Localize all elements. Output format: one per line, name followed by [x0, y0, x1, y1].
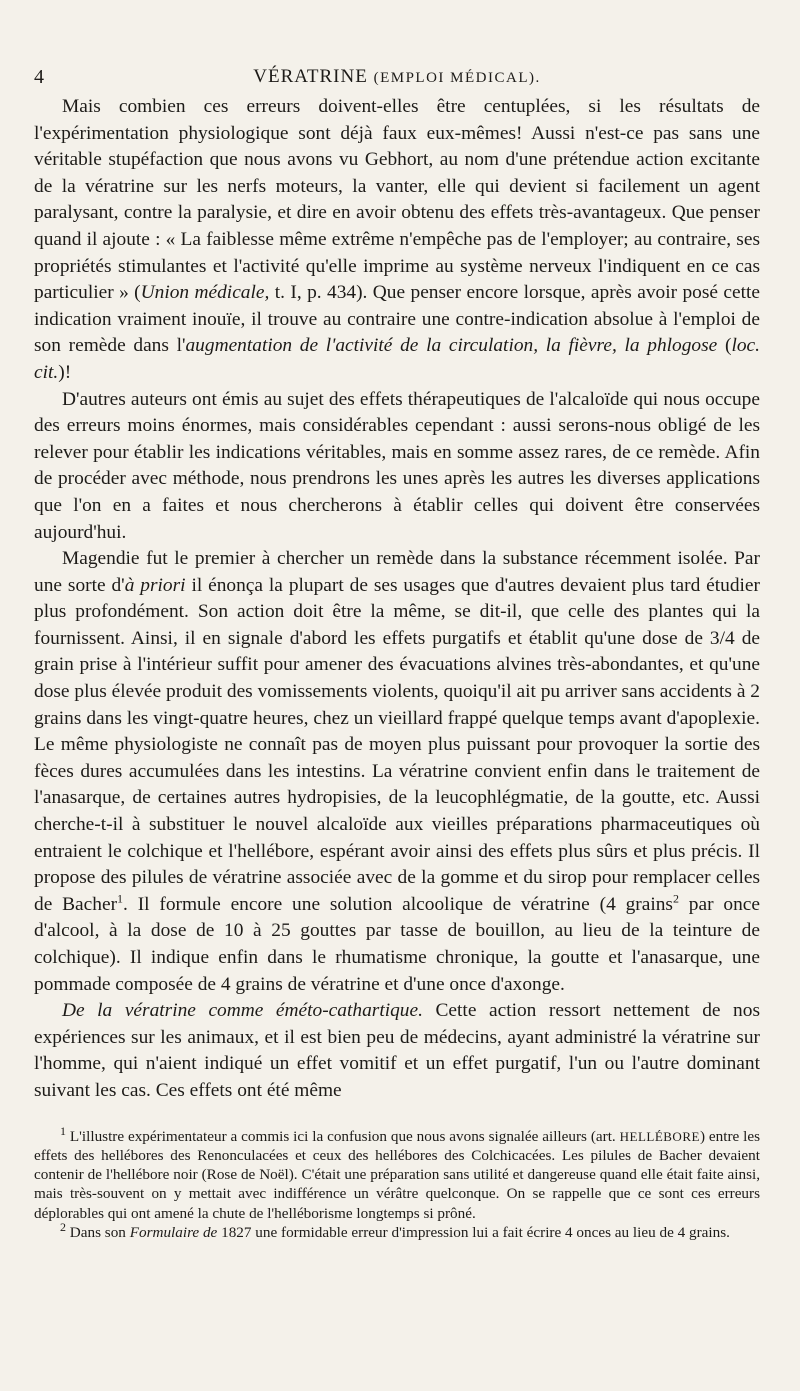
italic-phrase: à priori: [124, 574, 186, 596]
text-span: Cette action ressort nettement de nos expériences sur les animaux, et il est bien peu de médecins, ayant administré la vératrine sur l'homme, qui n'aient indiqué un effet vomitif et un effet purgatif, l'un ou l'autre dominant suivant les cas. Ces effets ont été même: [34, 1000, 760, 1101]
italic-citation: Union médicale,: [140, 282, 270, 304]
text-span: par once d'alcool, à la dose de 10 à 25 gouttes par tasse de bouillon, au lieu de la teinture de colchique). Il indique enfin dans le rhumatisme chronique, la goutte et l'anasarque, une pommade composée de 4 grains de vératrine et d'une once d'axonge.: [34, 893, 760, 995]
text-span: 1827 une formidable erreur d'impression lui a fait écrire 4 onces au lieu de 4 grains.: [217, 1224, 730, 1242]
text-span: Mais combien ces erreurs doivent-elles être centuplées, si les résultats de l'expérimentation physiologique sont déjà faux eux-mêmes! Aussi n'est-ce pas sans une véritable stupéfaction que nous avons vu Gebhort, au nom d'une prétendue action excitante de la vératrine sur les nerfs moteurs, la vanter, elle qui devient si facilement un agent paralysant, contre la paralysie, et dire en avoir obtenu des effets très-avantageux. Que penser quand il ajoute : « La faiblesse même extrême n'empêche pas de l'employer; au contraire, ses propriétés stimulantes et l'activité qu'elle imprime au système nerveux l'indiquent en ce cas particulier » (: [34, 96, 760, 304]
italic-citation: loc. cit.: [34, 335, 760, 383]
footnote-1: [34, 1123, 761, 1223]
paragraph-2: D'autres auteurs ont émis au sujet des effets thérapeutiques de l'alcaloïde qui nous occupe des erreurs moins énormes, mais considérables cependant : aussi serons-nous obligé de les relever pour établir les indications véritables, mais en somme assez rares, de ce remède. Afin de procéder avec méthode, nous prendrons les unes après les autres les diverses applications que l'on en a faites et nous chercherons à établir celles qui doivent être conservées aujourd'hui.: [34, 388, 760, 543]
footnote-2: [34, 1219, 760, 1242]
body-text: [34, 94, 760, 1105]
section-heading: De la vératrine comme éméto-cathartique.: [62, 1000, 423, 1022]
text-span: Magendie fut le premier à chercher un remède dans la substance récemment isolée. Par une sorte d': [34, 548, 760, 596]
text-span: Dans son: [66, 1224, 130, 1242]
paragraph-1: [34, 94, 760, 387]
italic-title: Formulaire de: [129, 1224, 218, 1242]
footnote-mark: 2: [60, 1219, 66, 1234]
footnote-ref-1: 1: [117, 891, 124, 906]
text-span: )!: [58, 361, 72, 383]
footnote-mark: 1: [60, 1123, 66, 1138]
text-span: il énonça la plupart de ses usages que d'autres devaient plus tard étudier plus profondément. Son action doit être la même, se dit-il, que celle des plantes qui la fournissent. Ainsi, il en signale d'abord les effets purgatifs et établit qu'une dose de 3/4 de grain prise à l'intérieur suffit pour amener des évacuations alvines très-abondantes, et qu'une dose plus élevée produit des vomissements violents, quoiqu'il ait pu arriver sans accidents à 2 grains dans les vingt-quatre heures, chez un vieillard frappé quelque temps avant d'apoplexie. Le même physiologiste ne connaît pas de moyen plus puissant pour provoquer la sortie des fèces dures accumulées dans les intestins. La vératrine convient enfin dans le traitement de l'anasarque, de certaines autres hydropisies, de la leucophlégmatie, de la goutte, etc. Aussi cherche-t-il à substituer le nouvel alcaloïde aux vieilles préparations pharmaceutiques où entraient le colchique et l'hellébore, espérant avoir ainsi des effets plus sûrs et plus précis. Il propose des pilules de vératrine associée avec de la gomme et du sirop pour remplacer celles de Bacher: [34, 574, 760, 915]
page-number: 4: [34, 66, 45, 88]
page-header: [34, 60, 760, 94]
text-span: t. I, p. 434). Que penser encore lorsque, après avoir posé cette indication vraiment inouïe, il trouve au contraire une contre-indication absolue à l'emploi de son remède dans l': [34, 282, 760, 357]
italic-phrase: augmentation de l'activité de la circulation, la fièvre, la phlogose: [185, 335, 718, 357]
footnotes: [34, 1123, 761, 1243]
running-title: [34, 66, 760, 88]
text-span: . Il formule encore une solution alcoolique de vératrine (4 grains: [123, 893, 673, 915]
footnote-ref-2: 2: [672, 891, 679, 906]
paragraph-4: [34, 998, 760, 1104]
text-span: ) entre les effets des hellébores des Renonculacées et ceux des hellébores des Colchicacées. Les pilules de Bacher devaient contenir de l'hellébore noir (Rose de Noël). C'était une préparation sans utilité et dangereuse quand elle était faite ainsi, mais très-souvent on y mettait avec indifférence un vérâtre quelconque. On se rappelle que ce sont ces erreurs déplorables qui ont amené la chute de l'helléborisme longtemps si prôné.: [34, 1127, 761, 1222]
running-title-main: VÉRATRINE: [253, 66, 368, 87]
paragraph-3: [34, 546, 760, 998]
text-span: L'illustre expérimentateur a commis ici la confusion que nous avons signalée ailleurs (art.: [66, 1127, 620, 1145]
running-title-sub: (EMPLOI MÉDICAL).: [373, 70, 541, 86]
text-span: (: [717, 335, 732, 357]
small-caps-term: HELLÉBORE: [619, 1128, 700, 1144]
